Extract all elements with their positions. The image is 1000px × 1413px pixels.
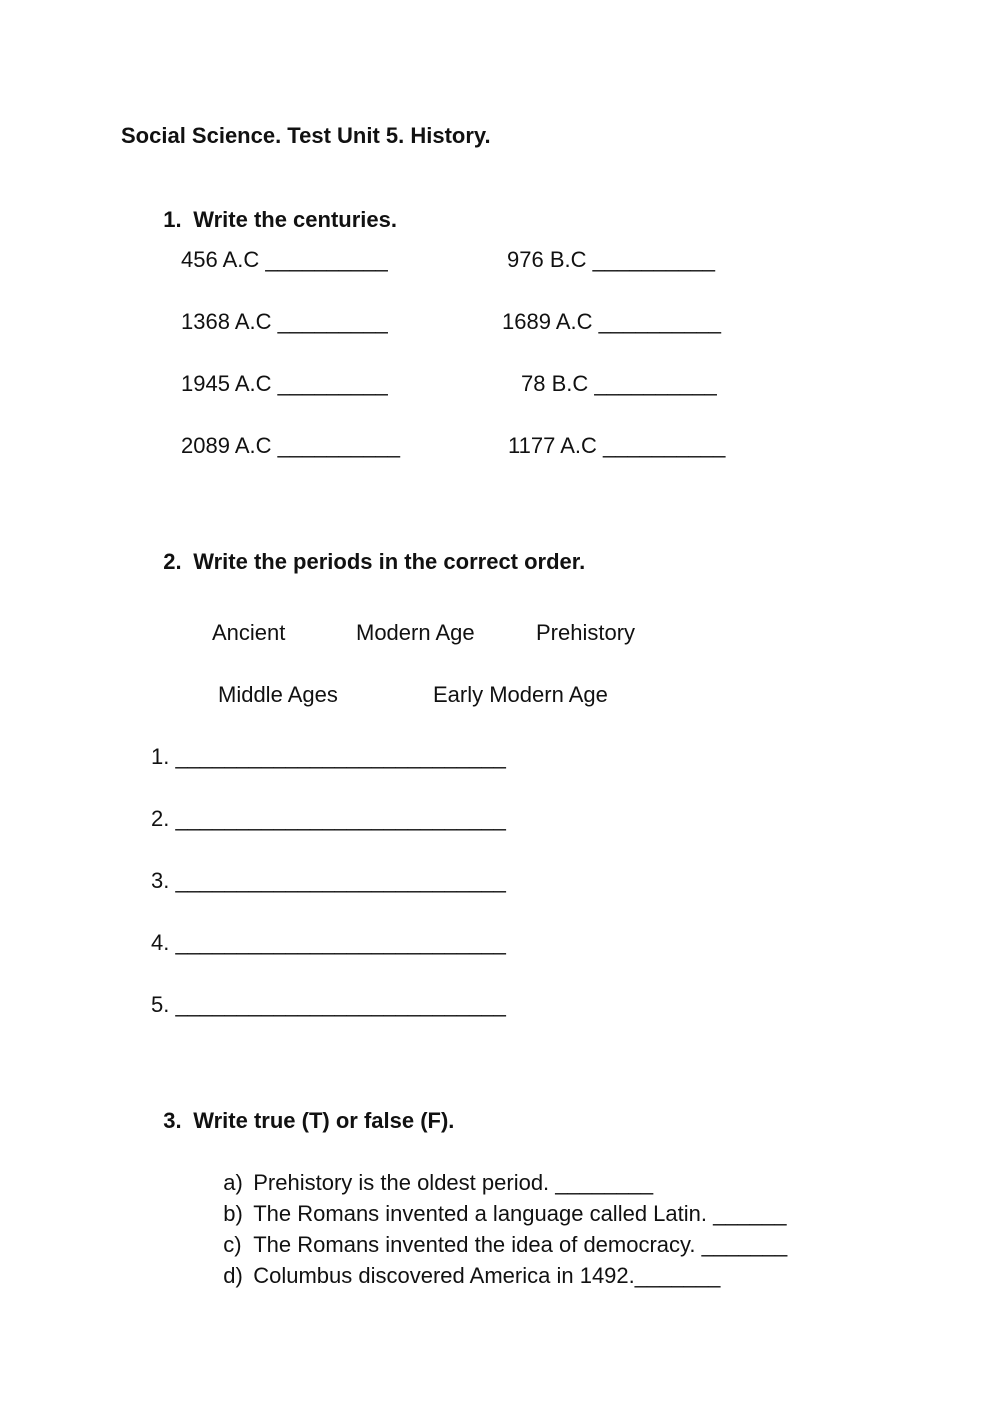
question-2-number: 2. <box>163 549 182 574</box>
century-item[interactable]: 976 B.C __________ <box>507 247 715 272</box>
order-answer-line[interactable]: 3. ___________________________ <box>151 868 506 893</box>
question-1-heading <box>151 187 397 231</box>
statement-text: The Romans invented the idea of democracy. _______ <box>253 1232 788 1257</box>
question-3-text: Write true (T) or false (F). <box>193 1108 455 1133</box>
order-answer-line[interactable]: 1. ___________________________ <box>151 744 506 769</box>
statement-letter: b) <box>223 1201 243 1226</box>
question-2-text: Write the periods in the correct order. <box>193 549 586 574</box>
question-1-text: Write the centuries. <box>193 207 397 232</box>
statement-letter: d) <box>223 1263 243 1288</box>
word-bank-item: Prehistory <box>536 620 636 645</box>
century-item[interactable]: 1945 A.C _________ <box>181 371 388 396</box>
word-bank-item: Early Modern Age <box>433 682 608 707</box>
century-item[interactable]: 1177 A.C __________ <box>508 433 726 458</box>
century-item[interactable]: 1368 A.C _________ <box>181 309 388 334</box>
statement-text: Prehistory is the oldest period. ________ <box>253 1170 654 1195</box>
word-bank-item: Ancient <box>212 620 286 645</box>
order-answer-line[interactable]: 4. ___________________________ <box>151 930 506 955</box>
statement-text: Columbus discovered America in 1492._______ <box>253 1263 721 1288</box>
page-title: Social Science. Test Unit 5. History. <box>121 123 491 148</box>
question-3-heading <box>151 1088 454 1132</box>
word-bank-item: Modern Age <box>356 620 475 645</box>
order-answer-line[interactable]: 5. ___________________________ <box>151 992 506 1017</box>
statement-letter: a) <box>223 1170 243 1195</box>
century-item[interactable]: 78 B.C __________ <box>521 371 717 396</box>
statement-letter: c) <box>223 1232 242 1257</box>
question-2-heading <box>151 529 585 573</box>
true-false-statement[interactable] <box>211 1243 720 1287</box>
century-item[interactable]: 2089 A.C __________ <box>181 433 400 458</box>
question-3-number: 3. <box>163 1108 182 1133</box>
statement-text: The Romans invented a language called Latin. ______ <box>253 1201 787 1226</box>
question-1-number: 1. <box>163 207 182 232</box>
order-answer-line[interactable]: 2. ___________________________ <box>151 806 506 831</box>
century-item[interactable]: 456 A.C __________ <box>181 247 388 272</box>
word-bank-item: Middle Ages <box>218 682 338 707</box>
century-item[interactable]: 1689 A.C __________ <box>502 309 721 334</box>
